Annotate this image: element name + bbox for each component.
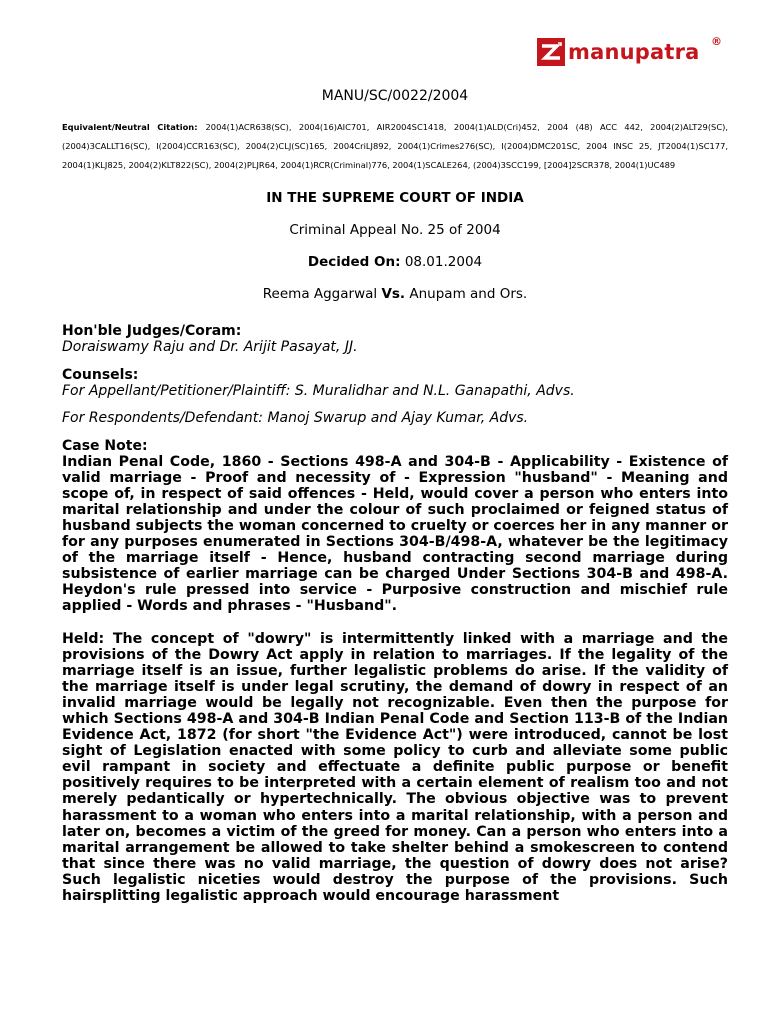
- judges-section: [62, 323, 728, 355]
- citation-text: 2004(1)ACR638(SC), 2004(16)AIC701, AIR2004SC1418, 2004(1)ALD(Cri)452, 2004 (48) ACC 442, 2004(2)ALT29(SC), (2004)3CALLT16(SC), I(2004)CCR163(SC), 2004(2)CLJ(SC)165, 2004CriLJ892, 2004(1)Crimes276(SC), I(2004)DMC201SC, 2004 INSC 25, JT2004(1)SC177, 2004(1)KLJ825, 2004(2)KLT822(SC), 2004(2)PLJR64, 2004(1)RCR(Criminal)776, 2004(1)SCALE264, (2004)3SCC199, [2004]2SCR378, 2004(1)UC489: [62, 122, 728, 171]
- counsels-heading: Counsels:: [62, 366, 139, 383]
- manu-citation-id: MANU/SC/0022/2004: [321, 88, 469, 104]
- decided-on: [62, 253, 728, 271]
- court-name: IN THE SUPREME COURT OF INDIA: [266, 189, 524, 206]
- party-appellant: Reema Aggarwal: [262, 285, 378, 302]
- case-note-section: [62, 438, 728, 615]
- manupatra-emblem-icon: [537, 38, 565, 66]
- held-paragraph: Held: The concept of "dowry" is intermittently linked with a marriage and the provisions of the Dowry Act apply in relation to marriages. If the legality of the marriage itself is an issue, further legalistic problems do arise. If the validity of the marriage itself is under legal scrutiny, the demand of dowry in respect of an invalid marriage would be legally not recognizable. Even then the purpose for which Sections 498-A and 304-B Indian Penal Code and Section 113-B of the Indian Evidence Act, 1872 (for short "the Evidence Act") were introduced, cannot be lost sight of Legislation enacted with some policy to curb and alleviate some public evil rampant in society and effectuate a definite public purpose or benefit positively requires to be interpreted with a certain element of realism too and not merely pedantically or hypertechnically. The obvious objective was to prevent harassment to a woman who enters into a marital relationship, with a person and later on, becomes a victim of the greed for money. Can a person who enters into a marital arrangement be allowed to take shelter behind a smokescreen to contend that since there was no valid marriage, the question of dowry does not arise? Such legalistic niceties would destroy the purpose of the provisions. Such hairsplitting legalistic approach would encourage harassment: [62, 630, 728, 905]
- logo-registered-mark: ®: [711, 35, 722, 48]
- equivalent-citation: [62, 118, 728, 176]
- case-parties: [62, 285, 728, 303]
- document-body: [62, 86, 728, 904]
- citation-label: Equivalent/Neutral Citation:: [62, 122, 198, 132]
- case-note-heading: Case Note:: [62, 437, 148, 454]
- decided-label: Decided On:: [307, 253, 401, 270]
- judges-names: Doraiswamy Raju and Dr. Arijit Pasayat, JJ.: [62, 338, 358, 355]
- versus-label: Vs.: [381, 285, 406, 302]
- appeal-number: Criminal Appeal No. 25 of 2004: [289, 221, 501, 238]
- logo-wordmark: manupatra: [568, 40, 700, 64]
- respondent-counsel: For Respondents/Defendant: Manoj Swarup and Ajay Kumar, Advs.: [62, 409, 529, 426]
- judges-heading: Hon'ble Judges/Coram:: [62, 322, 242, 339]
- decided-date: 08.01.2004: [404, 253, 483, 270]
- appellant-counsel: For Appellant/Petitioner/Plaintiff: S. Muralidhar and N.L. Ganapathi, Advs.: [62, 382, 575, 399]
- counsels-section: [62, 367, 728, 426]
- party-respondent: Anupam and Ors.: [409, 285, 528, 302]
- manupatra-logo: [537, 35, 727, 68]
- case-note-text: Indian Penal Code, 1860 - Sections 498-A and 304-B - Applicability - Existence of valid marriage - Proof and necessity of - Expression "husband" - Meaning and scope of, in respect of said offences - Held, would cover a person who enters into marital relationship and under the colour of such proclaimed or feigned status of husband subjects the woman concerned to cruelty or coerces her in any manner or for any purposes enumerated in Sections 304-B/498-A, whatever be the legitimacy of the marriage itself - Hence, husband contracting second marriage during subsistence of earlier marriage can be charged Under Sections 304-B and 498-A. Heydon's rule pressed into service - Purposive construction and mischief rule applied - Words and phrases - "Husband".: [62, 453, 728, 615]
